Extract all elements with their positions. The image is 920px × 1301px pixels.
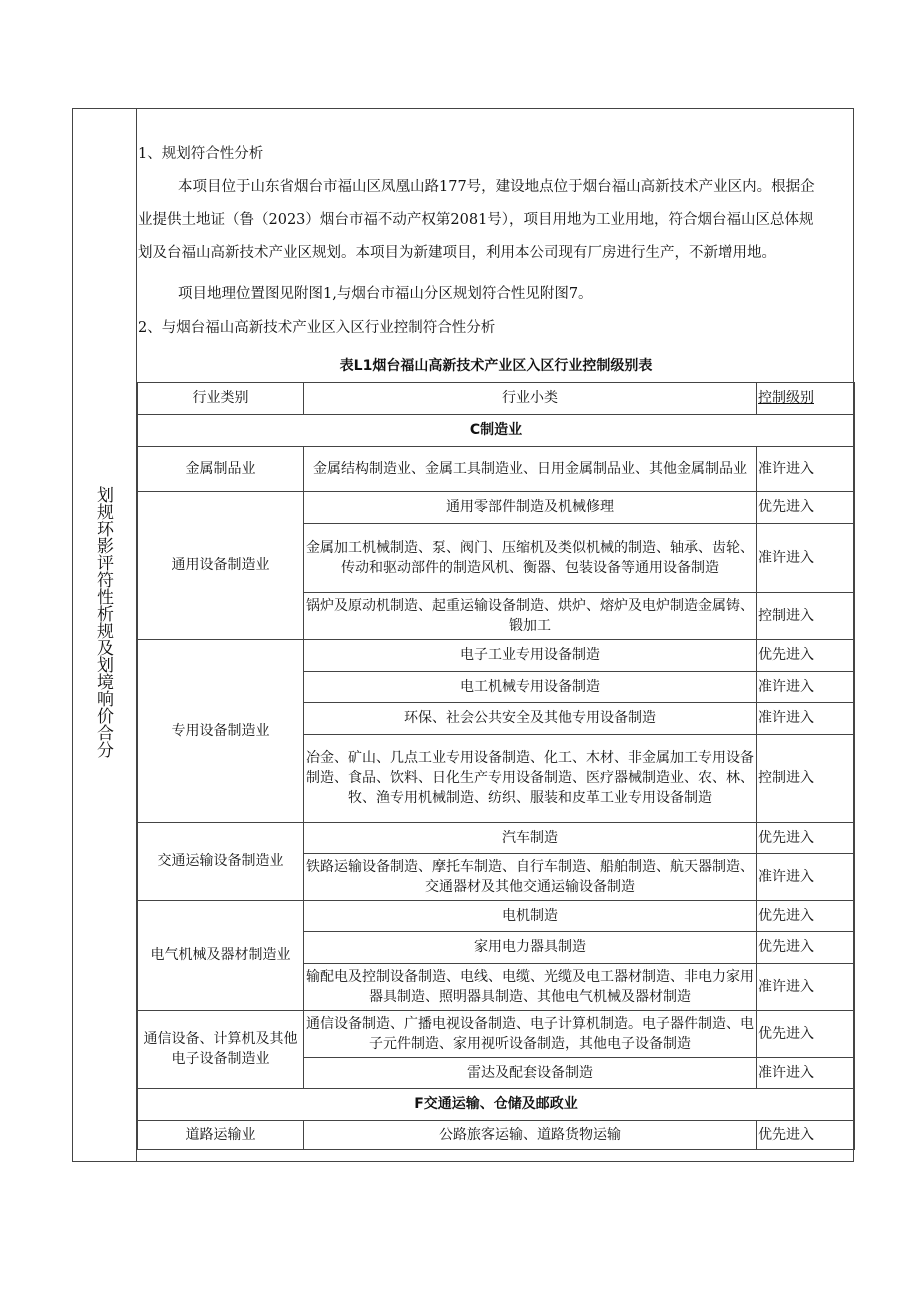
side-label-left: 划规环影评符性析规及划境响价合分	[93, 486, 113, 758]
subcategory-cell: 冶金、矿山、几点工业专用设备制造、化工、木材、非金属加工专用设备制造、食品、饮料、日化生产专用设备制造、医疗器械制造业、农、林、牧、渔专用机械制造、纺织、服装和皮革工业专用设备制造	[304, 734, 757, 822]
header-level: 控制级别	[757, 382, 855, 414]
table-row	[138, 446, 855, 491]
level-cell: 准许进入	[757, 702, 855, 734]
level-cell: 准许进入	[757, 963, 855, 1010]
side-label-cell	[72, 108, 137, 1162]
level-cell: 控制进入	[757, 734, 855, 822]
heading-1: 1、规划符合性分析	[138, 146, 264, 162]
paragraph-1-line-2: 业提供土地证（鲁（2023）烟台市福不动产权第2081号），项目用地为工业用地，符合烟台福山区总体规	[138, 212, 814, 228]
level-cell: 优先进入	[757, 900, 855, 931]
subcategory-cell: 公路旅客运输、道路货物运输	[304, 1120, 757, 1149]
subcategory-cell: 输配电及控制设备制造、电线、电缆、光缆及电工器材制造、非电力家用器具制造、照明器具制造、其他电气机械及器材制造	[304, 963, 757, 1010]
table-row	[138, 822, 855, 853]
table-row	[138, 1120, 855, 1149]
table-caption: 表L1烟台福山高新技术产业区入区行业控制级别表	[138, 350, 855, 382]
category-cell: 电气机械及器材制造业	[138, 900, 304, 1010]
level-cell: 优先进入	[757, 1010, 855, 1057]
section-c: C制造业	[138, 414, 855, 446]
subcategory-cell: 铁路运输设备制造、摩托车制造、自行车制造、船舶制造、航天器制造、交通器材及其他交通运输设备制造	[304, 853, 757, 900]
subcategory-cell: 电子工业专用设备制造	[304, 639, 757, 671]
level-cell: 准许进入	[757, 523, 855, 592]
header-subcategory: 行业小类	[304, 382, 757, 414]
category-cell: 专用设备制造业	[138, 639, 304, 822]
subcategory-cell: 环保、社会公共安全及其他专用设备制造	[304, 702, 757, 734]
level-cell: 优先进入	[757, 1120, 855, 1149]
level-cell: 控制进入	[757, 592, 855, 639]
subcategory-cell: 锅炉及原动机制造、起重运输设备制造、烘炉、熔炉及电炉制造金属铸、锻加工	[304, 592, 757, 639]
level-cell: 优先进入	[757, 931, 855, 963]
subcategory-cell: 雷达及配套设备制造	[304, 1057, 757, 1088]
category-cell: 通用设备制造业	[138, 491, 304, 639]
header-category: 行业类别	[138, 382, 304, 414]
category-cell: 交通运输设备制造业	[138, 822, 304, 900]
subcategory-cell: 家用电力器具制造	[304, 931, 757, 963]
table-row	[138, 491, 855, 523]
paragraph-1-line-1: 本项目位于山东省烟台市福山区凤凰山路177号，建设地点位于烟台福山高新技术产业区内。根据企	[178, 179, 815, 195]
level-cell: 准许进入	[757, 1057, 855, 1088]
level-cell: 准许进入	[757, 853, 855, 900]
subcategory-cell: 金属结构制造业、金属工具制造业、日用金属制品业、其他金属制品业	[304, 446, 757, 491]
subcategory-cell: 汽车制造	[304, 822, 757, 853]
paragraph-2: 项目地理位置图见附图1,与烟台市福山分区规划符合性见附图7。	[178, 286, 593, 302]
section-f: F交通运输、仓储及邮政业	[138, 1088, 855, 1120]
subcategory-cell: 通信设备制造、广播电视设备制造、电子计算机制造。电子器件制造、电子元件制造、家用视听设备制造，其他电子设备制造	[304, 1010, 757, 1057]
heading-2: 2、与烟台福山高新技术产业区入区行业控制符合性分析	[138, 320, 496, 336]
level-cell: 优先进入	[757, 639, 855, 671]
industry-control-table	[137, 350, 855, 1150]
level-cell: 优先进入	[757, 491, 855, 523]
subcategory-cell: 电机制造	[304, 900, 757, 931]
level-cell: 准许进入	[757, 671, 855, 702]
table-row	[138, 900, 855, 931]
subcategory-cell: 通用零部件制造及机械修理	[304, 491, 757, 523]
category-cell: 通信设备、计算机及其他电子设备制造业	[138, 1010, 304, 1088]
table-row	[138, 639, 855, 671]
subcategory-cell: 金属加工机械制造、泵、阀门、压缩机及类似机械的制造、轴承、齿轮、传动和驱动部件的制造风机、衡器、包装设备等通用设备制造	[304, 523, 757, 592]
level-cell: 准许进入	[757, 446, 855, 491]
level-cell: 优先进入	[757, 822, 855, 853]
paragraph-1-line-3: 划及台福山高新技术产业区规划。本项目为新建项目，利用本公司现有厂房进行生产，不新增用地。	[138, 245, 776, 261]
category-cell: 金属制品业	[138, 446, 304, 491]
category-cell: 道路运输业	[138, 1120, 304, 1149]
subcategory-cell: 电工机械专用设备制造	[304, 671, 757, 702]
table-row	[138, 1010, 855, 1057]
